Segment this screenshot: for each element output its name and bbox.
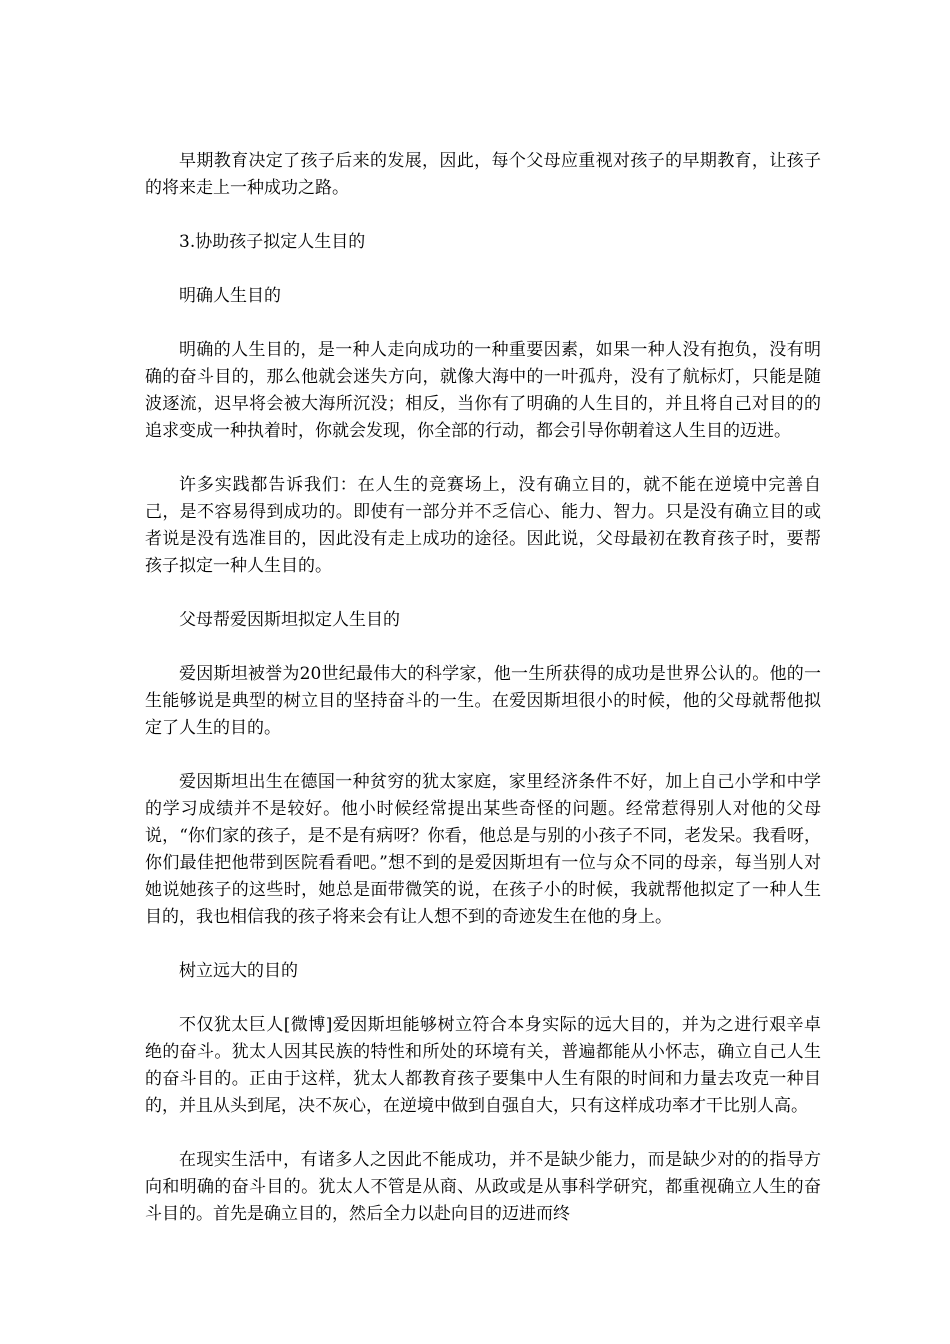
section-heading-life-goals: 3.协助孩子拟定人生目的 <box>179 232 366 252</box>
subheading-lofty-goals: 树立远大的目的 <box>179 961 298 981</box>
subheading-einstein-parents: 父母帮爱因斯坦拟定人生目的 <box>179 610 400 630</box>
document-body <box>145 148 821 1255</box>
paragraph-practice: 许多实践都告诉我们：在人生的竞赛场上，没有确立目的，就不能在逆境中完善自己，是不容易得到成功的。即使有一部分并不乏信心、能力、智力。只是没有确立目的或者说是没有选准目的，因此没有走上成功的途径。因此说，父母最初在教育孩子时，要帮孩子拟定一种人生目的。 <box>145 475 821 576</box>
paragraph-einstein-intro: 爱因斯坦被誉为20世纪最伟大的科学家，他一生所获得的成功是世界公认的。他的一生能够说是典型的树立目的坚持奋斗的一生。在爱因斯坦很小的时候，他的父母就帮他拟定了人生的目的。 <box>145 664 821 738</box>
paragraph-jewish-goals: 不仅犹太巨人[微博]爱因斯坦能够树立符合本身实际的远大目的，并为之进行艰辛卓绝的奋斗。犹太人因其民族的特性和所处的环境有关，普遍都能从小怀志，确立自己人生的奋斗目的。正由于这样，犹太人都教育孩子要集中人生有限的时间和力量去攻克一种目的，并且从头到尾，决不灰心，在逆境中做到自强自大，只有这样成功率才干比别人高。 <box>145 1015 821 1116</box>
subheading-clear-goals: 明确人生目的 <box>179 286 281 306</box>
paragraph-early-education: 早期教育决定了孩子后来的发展，因此，每个父母应重视对孩子的早期教育，让孩子的将来走上一种成功之路。 <box>145 151 821 198</box>
paragraph-einstein-childhood: 爱因斯坦出生在德国一种贫穷的犹太家庭，家里经济条件不好，加上自己小学和中学的学习成绩并不是较好。他小时候经常提出某些奇怪的问题。经常惹得别人对他的父母说，“你们家的孩子，是不是有病呀？你看，他总是与别的小孩子不同，老发呆。我看呀，你们最佳把他带到医院看看吧。”想不到的是爱因斯坦有一位与众不同的母亲，每当别人对她说她孩子的这些时，她总是面带微笑的说，在孩子小的时候，我就帮他拟定了一种人生目的，我也相信我的孩子将来会有让人想不到的奇迹发生在他的身上。 <box>145 772 821 927</box>
paragraph-reality: 在现实生活中，有诸多人之因此不能成功，并不是缺少能力，而是缺少对的的指导方向和明确的奋斗目的。犹太人不管是从商、从政或是从事科学研究，都重视确立人生的奋斗目的。首先是确立目的，然后全力以赴向目的迈进而终 <box>145 1150 821 1224</box>
paragraph-clear-goals: 明确的人生目的，是一种人走向成功的一种重要因素，如果一种人没有抱负，没有明确的奋斗目的，那么他就会迷失方向，就像大海中的一叶孤舟，没有了航标灯，只能是随波逐流，迟早将会被大海所沉没；相反，当你有了明确的人生目的，并且将自己对目的的追求变成一种执着时，你就会发现，你全部的行动，都会引导你朝着这人生目的迈进。 <box>145 340 821 441</box>
